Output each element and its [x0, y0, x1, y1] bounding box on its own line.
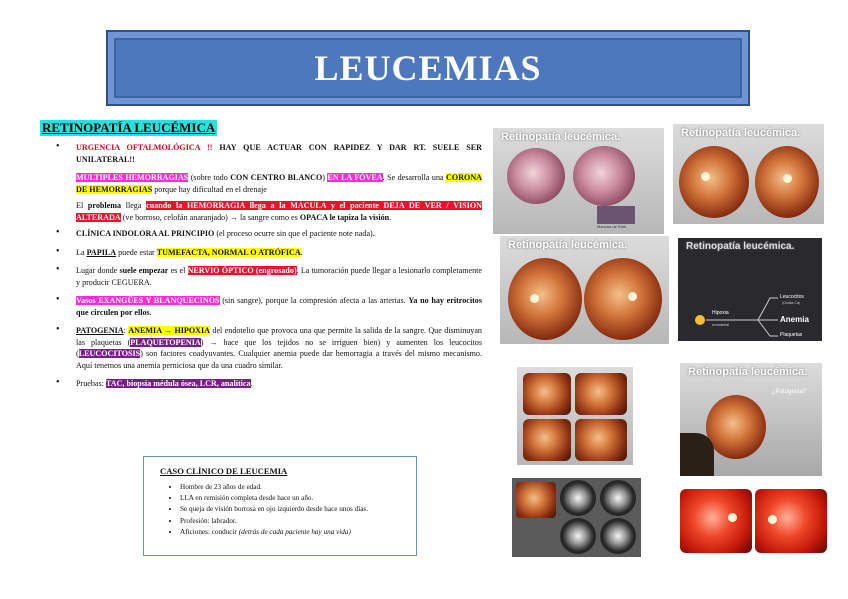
slide-photo-2 [673, 124, 824, 224]
text: llega [121, 201, 147, 210]
fundus-image [507, 148, 565, 204]
bullet-pruebas [56, 378, 482, 390]
text: (sobre todo [188, 173, 231, 182]
text: porque hay dificultad en el drenaje [152, 184, 267, 194]
fundus-image [755, 489, 827, 553]
slide-photo-1 [493, 128, 664, 234]
hl-macula: cuando la HEMORRAGIA llega a la MACULA y el paciente DEJA DE VER / VISION ALTERADA [76, 201, 482, 222]
fundus-image [523, 373, 571, 415]
hl-pruebas: TAC, biopsia médula ósea, LCR, analítica [105, 379, 251, 388]
slide-title: Retinopatía leucémica. [501, 131, 621, 143]
bullet-vasos [56, 295, 482, 318]
slide-title: Retinopatía leucémica. [508, 239, 628, 251]
hand-pointer [680, 433, 714, 476]
hl-vasos: Vasos EXANGÜES Y BLANQUECINOS [76, 296, 220, 305]
fundus-image [516, 482, 556, 518]
fundus-image [575, 419, 627, 461]
optic-disc [628, 292, 637, 301]
text: . Se desarrolla una [382, 173, 447, 182]
label-leucocitos-sub: (Ondas Ca) [782, 301, 801, 305]
text: . [250, 379, 253, 388]
label-hipoxia: Hipoxia [712, 310, 729, 316]
slide-subtitle: ¿Patogenia? [772, 389, 807, 395]
hl-corona: CORONA DE HEMORRAGIAS [76, 173, 483, 194]
bullet-list [56, 142, 482, 397]
text-urgencia: URGENCIA OFTALMOLÓGICA !! [76, 143, 213, 152]
slide-title: Retinopatía leucémica. [688, 366, 808, 378]
label-plaquetas: Plaquetas [780, 332, 803, 338]
text: . [300, 247, 303, 257]
optic-disc [783, 174, 792, 183]
case-list [144, 482, 416, 538]
fundus-image [523, 419, 571, 461]
hl-tumefacta: TUMEFACTA, NORMAL O ATRÓFICA [156, 247, 301, 257]
patogenia-diagram [678, 238, 822, 341]
case-item: • Profesión: labrador. [180, 516, 416, 527]
slide-photo-8 [680, 489, 827, 553]
text-patogenia: PATOGENIA [76, 326, 124, 335]
slide-photo-6 [680, 363, 822, 476]
text: . [389, 212, 392, 222]
fundus-image [679, 146, 749, 218]
text-actuar: HAY QUE ACTUAR CON RAPIDEZ Y DAR RT. SUELE SER UNILATERAL!! [76, 143, 482, 164]
slide-photo-4 [678, 238, 822, 341]
hl-leucocitosis: LEUCOCITOSIS [78, 349, 141, 358]
fundus-image [508, 258, 582, 340]
text-bold: CON CENTRO BLANCO [230, 173, 323, 182]
fundus-image [584, 258, 662, 340]
text: ) [322, 173, 328, 182]
case-title: CASO CLÍNICO DE LEUCEMIA [160, 466, 288, 476]
case-item: • Hombre de 23 años de edad. [180, 482, 416, 493]
optic-disc [728, 513, 737, 522]
text-italic: (detrás de cada paciente hay una vida) [238, 527, 351, 536]
optic-disc [701, 172, 710, 181]
bullet-clinica [56, 228, 482, 240]
text: ) son factores coadyuvantes. Cualquier anemia puede dar hemorragia a través del mismo mecanismo. Aquí tenemos una anemia perniciosa que da una cuadro similar. [76, 349, 482, 370]
case-item [180, 527, 416, 538]
text-bold: problema [87, 201, 122, 210]
angio-image [600, 518, 636, 554]
text-bold: Ya no hay eritrocitos que circulen por ellos [76, 296, 483, 317]
angio-image [560, 518, 596, 554]
text: (ve borroso, celofán anaranjado) → la sangre como es [120, 212, 300, 222]
text: puede estar [116, 247, 157, 257]
fundus-thumbnail [597, 206, 635, 224]
text: del endotelio que provoca una que permite la salida de la sangre. Que disminuyan las plaquetas ( [76, 326, 482, 347]
bullet-patogenia [56, 325, 482, 371]
optic-disc [768, 515, 777, 524]
hl-fovea: EN LA FÓVEA [327, 173, 383, 182]
label-leucocitos: Leucocitos [780, 294, 804, 300]
hl-nervio: NERVIO ÓPTICO (engrosado) [187, 266, 297, 275]
text: (el proceso ocurre sin que el paciente note nada). [214, 229, 375, 238]
slide-photo-3 [500, 236, 669, 344]
fundus-image [706, 395, 766, 459]
text: Pruebas: [76, 379, 106, 388]
fundus-image [573, 146, 635, 206]
slide-photo-5 [517, 367, 633, 465]
text-bold: CLÍNICA INDOLORA AL PRINCIPIO [76, 229, 215, 238]
section-title: RETINOPATÍA LEUCÉMICA [42, 120, 216, 135]
case-item: • Se queja de visión borrosa en ojo izquierdo desde hace unos días. [180, 504, 416, 515]
slide-title: Retinopatía leucémica. [681, 127, 801, 139]
text: Lugar donde [76, 266, 120, 275]
text-papila: PAPILA [86, 247, 117, 257]
text: . [149, 307, 152, 317]
optic-disc [530, 294, 539, 303]
text: El [76, 201, 88, 210]
text-bold: OPACA le tapiza la visión [299, 212, 390, 222]
slide-title: Retinopatía leucémica. [686, 241, 795, 252]
text-bold: suele empezar [119, 266, 169, 275]
hl-plaquetopenia: PLAQUETOPENIA [130, 337, 201, 347]
text: : [123, 326, 129, 335]
text: (sin sangre), porque la compresión afecta a las arterias. [219, 296, 409, 305]
hl-multiples: MULTIPLES HEMORRAGIAS [76, 173, 189, 182]
angio-image [560, 480, 596, 516]
case-box [143, 456, 417, 556]
title-banner [106, 30, 750, 106]
label-anemia: Anemia [780, 315, 809, 324]
slide-caption: Mancha de Roth [597, 224, 627, 229]
bullet-papila [56, 247, 482, 259]
bullet-nervio [56, 265, 482, 288]
text: Aficiones: conducir [180, 527, 239, 536]
text: . La tumoración puede llegar a lesionarlo completamente y producir CEGUERA. [76, 266, 482, 287]
page-title: LEUCEMIAS [314, 48, 542, 88]
slide-photo-7 [512, 478, 641, 557]
angio-image [600, 480, 636, 516]
sub-hemorragias [56, 172, 482, 195]
hl-anemia: ANEMIA → HIPOXIA [128, 326, 211, 335]
fundus-image [575, 373, 627, 415]
label-endotelial: endotelial [712, 322, 730, 327]
text: La [76, 247, 87, 257]
text: es el [168, 266, 188, 275]
sub-problema [56, 200, 482, 223]
case-item: • LLA en remisión completa desde hace un año. [180, 493, 416, 504]
fundus-image [680, 489, 752, 553]
text: ) → hace que los tejidos no se irriguen bien) y aumenten los leucocitos ( [76, 337, 482, 358]
bullet-urgencia [56, 142, 482, 165]
